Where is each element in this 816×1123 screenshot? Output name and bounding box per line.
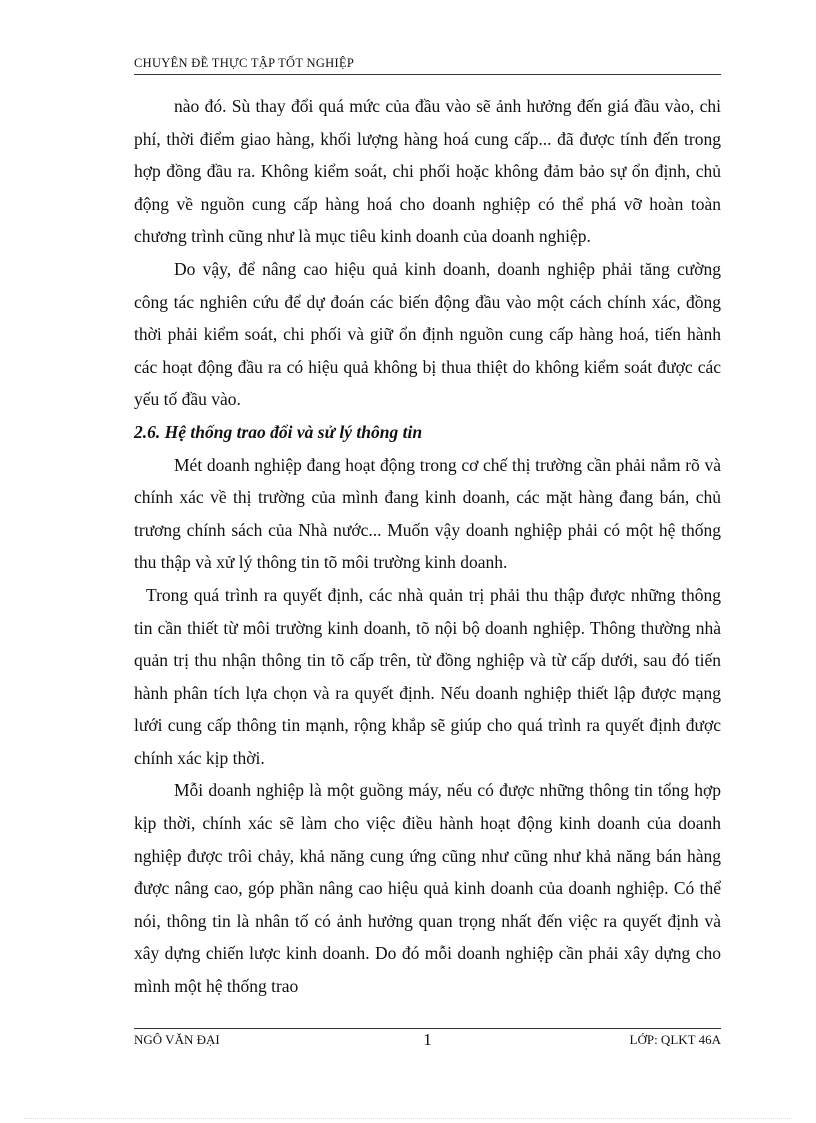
page-footer xyxy=(134,1028,721,1053)
paragraph-2: Do vậy, để nâng cao hiệu quả kinh doanh, doanh nghiệp phải tăng cường công tác nghiên cứu để dự đoán các biến động đầu vào một cách chính xác, đồng thời phải kiểm soát, chi phối và giữ ổn định nguồn cung cấp hàng hoá, tiến hành các hoạt động đầu ra có hiệu quả không bị thua thiệt do không kiểm soát được các yếu tố đầu vào. xyxy=(134,258,721,410)
footer-class: LỚP: QLKT 46A xyxy=(629,1032,721,1047)
paragraph-4: Trong quá trình ra quyết định, các nhà quản trị phải thu thập được những thông tin cần thiết từ môi trường kinh doanh, tõ nội bộ doanh nghiệp. Thông thường nhà quản trị thu nhận thông tin tõ cấp trên, từ đồng nghiệp và từ cấp dưới, sau đó tiến hành phân tích lựa chọn và ra quyết định. Nếu doanh nghiệp thiết lập được mạng lưới cung cấp thông tin mạnh, rộng khắp sẽ giúp cho quá trình ra quyết định được chính xác kịp thời. xyxy=(134,584,721,768)
paragraph-3: Mét doanh nghiệp đang hoạt động trong cơ chế thị trường cần phải nắm rõ và chính xác về thị trường của mình đang kinh doanh, các mặt hàng đang bán, chủ trương chính sách của Nhà nước... Muốn vậy doanh nghiệp phải có một hệ thống thu thập và xử lý thông tin tõ môi trường kinh doanh. xyxy=(134,454,721,573)
page-edge-divider xyxy=(24,1118,792,1119)
page-header xyxy=(134,56,721,75)
document-body xyxy=(134,90,721,1003)
footer-author: NGÔ VĂN ĐẠI xyxy=(134,1032,220,1047)
section-heading: 2.6. Hệ thống trao đổi và sử lý thông tin xyxy=(134,421,423,442)
header-title: CHUYÊN ĐỀ THỰC TẬP TỐT NGHIỆP xyxy=(134,56,355,70)
paragraph-1: nào đó. Sù thay đổi quá mức của đầu vào sẽ ảnh hưởng đến giá đầu vào, chi phí, thời điểm giao hàng, khối lượng hàng hoá cung cấp... đã được tính đến trong hợp đồng đầu ra. Không kiểm soát, chi phối hoặc không đảm bảo sự ổn định, chủ động về nguồn cung cấp hàng hoá cho doanh nghiệp có thể phá vỡ hoàn toàn chương trình cũng như là mục tiêu kinh doanh của doanh nghiệp. xyxy=(134,96,721,247)
paragraph-5: Mỗi doanh nghiệp là một guồng máy, nếu có được những thông tin tổng hợp kịp thời, chính xác sẽ làm cho việc điều hành hoạt động kinh doanh của doanh nghiệp được trôi chảy, khả năng cung ứng cũng như cũng như khả năng bán hàng được nâng cao, góp phần nâng cao hiệu quả kinh doanh của doanh nghiệp. Có thể nói, thông tin là nhân tố có ảnh hưởng quan trọng nhất đến việc ra quyết định và xây dựng chiến lược kinh doanh. Do đó mỗi doanh nghiệp cần phải xây dựng cho mình một hệ thống trao xyxy=(134,780,721,997)
page-number: 1 xyxy=(423,1030,432,1049)
